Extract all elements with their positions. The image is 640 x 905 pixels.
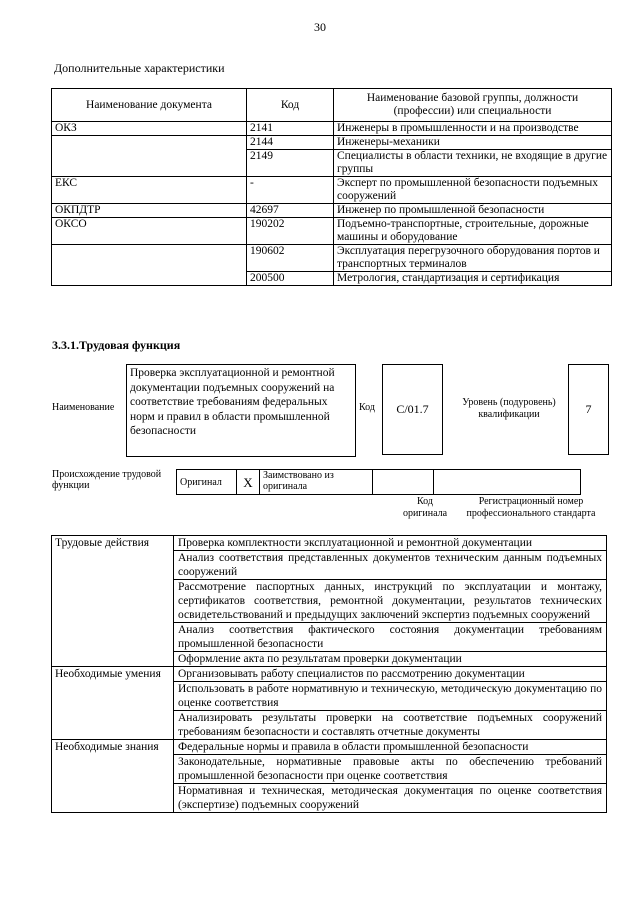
doc-cell bbox=[52, 272, 247, 286]
page-number: 30 bbox=[314, 20, 326, 34]
label-continuation bbox=[52, 682, 174, 711]
header-code: Код bbox=[247, 89, 334, 122]
table-row bbox=[52, 177, 612, 204]
table-row bbox=[52, 551, 607, 580]
section-title: Дополнительные характеристики bbox=[54, 61, 225, 75]
table-row bbox=[52, 652, 607, 667]
labor-actions-label: Трудовые действия bbox=[52, 536, 174, 551]
doc-cell: ОКЗ bbox=[52, 122, 247, 136]
table-row bbox=[52, 740, 607, 755]
header-document: Наименование документа bbox=[52, 89, 247, 122]
function-code-label: Код bbox=[359, 402, 375, 413]
function-title: 3.3.1.Трудовая функция bbox=[52, 338, 181, 352]
table-row bbox=[52, 711, 607, 740]
label-continuation bbox=[52, 551, 174, 580]
doc-cell bbox=[52, 150, 247, 177]
code-original-caption: Код оригинала bbox=[402, 496, 448, 519]
label-continuation bbox=[52, 623, 174, 652]
detail-item: Законодательные, нормативные правовые акты по обеспечению требований промышленной безопасности при оценке соответствия bbox=[174, 755, 607, 784]
detail-item: Анализ соответствия представленных документов техническим данным подъемных сооружений bbox=[174, 551, 607, 580]
table-row bbox=[52, 667, 607, 682]
name-cell: Эксперт по промышленной безопасности подъемных сооружений bbox=[334, 177, 612, 204]
code-cell: - bbox=[247, 177, 334, 204]
function-code-value: С/01.7 bbox=[382, 364, 443, 455]
detail-item: Проверка комплектности эксплуатационной и ремонтной документации bbox=[174, 536, 607, 551]
detail-item: Использовать в работе нормативную и техническую, методическую документацию по оценке соответствия bbox=[174, 682, 607, 711]
code-cell: 190202 bbox=[247, 218, 334, 245]
detail-item: Нормативная и техническая, методическая документация по оценке соответствия (экспертизе) подъемных сооружений bbox=[174, 784, 607, 813]
name-cell: Инженер по промышленной безопасности bbox=[334, 204, 612, 218]
required-knowledge-label: Необходимые знания bbox=[52, 740, 174, 755]
code-cell: 2144 bbox=[247, 136, 334, 150]
table-row bbox=[52, 136, 612, 150]
detail-item: Федеральные нормы и правила в области промышленной безопасности bbox=[174, 740, 607, 755]
code-cell: 190602 bbox=[247, 245, 334, 272]
header-name: Наименование базовой группы, должности (профессии) или специальности bbox=[334, 89, 612, 122]
detail-item: Оформление акта по результатам проверки документации bbox=[174, 652, 607, 667]
table-row bbox=[52, 580, 607, 623]
name-cell: Инженеры в промышленности и на производстве bbox=[334, 122, 612, 136]
origin-code-cell bbox=[373, 470, 434, 495]
name-cell: Эксплуатация перегрузочного оборудования портов и транспортных терминалов bbox=[334, 245, 612, 272]
original-cell: Оригинал bbox=[177, 470, 237, 495]
table-row bbox=[52, 784, 607, 813]
function-name-label: Наименование bbox=[52, 402, 115, 413]
function-details-table bbox=[51, 535, 607, 813]
table-row bbox=[52, 682, 607, 711]
doc-cell: ОКПДТР bbox=[52, 204, 247, 218]
table-row bbox=[52, 536, 607, 551]
origin-label: Происхождение трудовой функции bbox=[52, 469, 162, 491]
doc-cell: ОКСО bbox=[52, 218, 247, 245]
label-continuation bbox=[52, 755, 174, 784]
code-cell: 2149 bbox=[247, 150, 334, 177]
qualification-level-label: Уровень (подуровень) квалификации bbox=[462, 397, 556, 420]
table-row bbox=[52, 204, 612, 218]
name-cell: Специалисты в области техники, не входящие в другие группы bbox=[334, 150, 612, 177]
name-cell: Инженеры-механики bbox=[334, 136, 612, 150]
code-cell: 2141 bbox=[247, 122, 334, 136]
origin-table bbox=[176, 469, 581, 495]
detail-item: Анализировать результаты проверки на соответствие подъемных сооружений требованиям безопасности и составлять отчетные документы bbox=[174, 711, 607, 740]
doc-cell bbox=[52, 136, 247, 150]
label-continuation bbox=[52, 784, 174, 813]
doc-cell bbox=[52, 245, 247, 272]
original-mark: X bbox=[237, 470, 260, 495]
table-row bbox=[52, 122, 612, 136]
code-cell: 200500 bbox=[247, 272, 334, 286]
table-header-row bbox=[52, 89, 612, 122]
detail-item: Рассмотрение паспортных данных, инструкций по эксплуатации и монтажу, сертификатов соответствия, ремонтной документации, результатов технических освидетельствований и предыдущих заключений экспертиз подъемных сооружений bbox=[174, 580, 607, 623]
origin-row bbox=[177, 470, 581, 495]
registration-number-caption: Регистрационный номер профессионального стандарта bbox=[466, 496, 596, 519]
detail-item: Анализ соответствия фактического состояния документации требованиям промышленной безопасности bbox=[174, 623, 607, 652]
label-continuation bbox=[52, 652, 174, 667]
table-row bbox=[52, 272, 612, 286]
required-skills-label: Необходимые умения bbox=[52, 667, 174, 682]
table-row bbox=[52, 218, 612, 245]
qualification-level-value: 7 bbox=[568, 364, 609, 455]
registration-number-cell bbox=[434, 470, 581, 495]
detail-item: Организовывать работу специалистов по рассмотрению документации bbox=[174, 667, 607, 682]
doc-cell: ЕКС bbox=[52, 177, 247, 204]
table-row bbox=[52, 245, 612, 272]
code-cell: 42697 bbox=[247, 204, 334, 218]
name-cell: Подъемно-транспортные, строительные, дорожные машины и оборудование bbox=[334, 218, 612, 245]
name-cell: Метрология, стандартизация и сертификация bbox=[334, 272, 612, 286]
table-row bbox=[52, 623, 607, 652]
label-continuation bbox=[52, 711, 174, 740]
characteristics-table bbox=[51, 88, 612, 286]
table-row bbox=[52, 755, 607, 784]
borrowed-cell: Заимствовано из оригинала bbox=[260, 470, 373, 495]
label-continuation bbox=[52, 580, 174, 623]
function-name-value: Проверка эксплуатационной и ремонтной документации подъемных сооружений на соответствие требованиям федеральных норм и правил в области промышленной безопасности bbox=[126, 364, 356, 457]
table-row bbox=[52, 150, 612, 177]
